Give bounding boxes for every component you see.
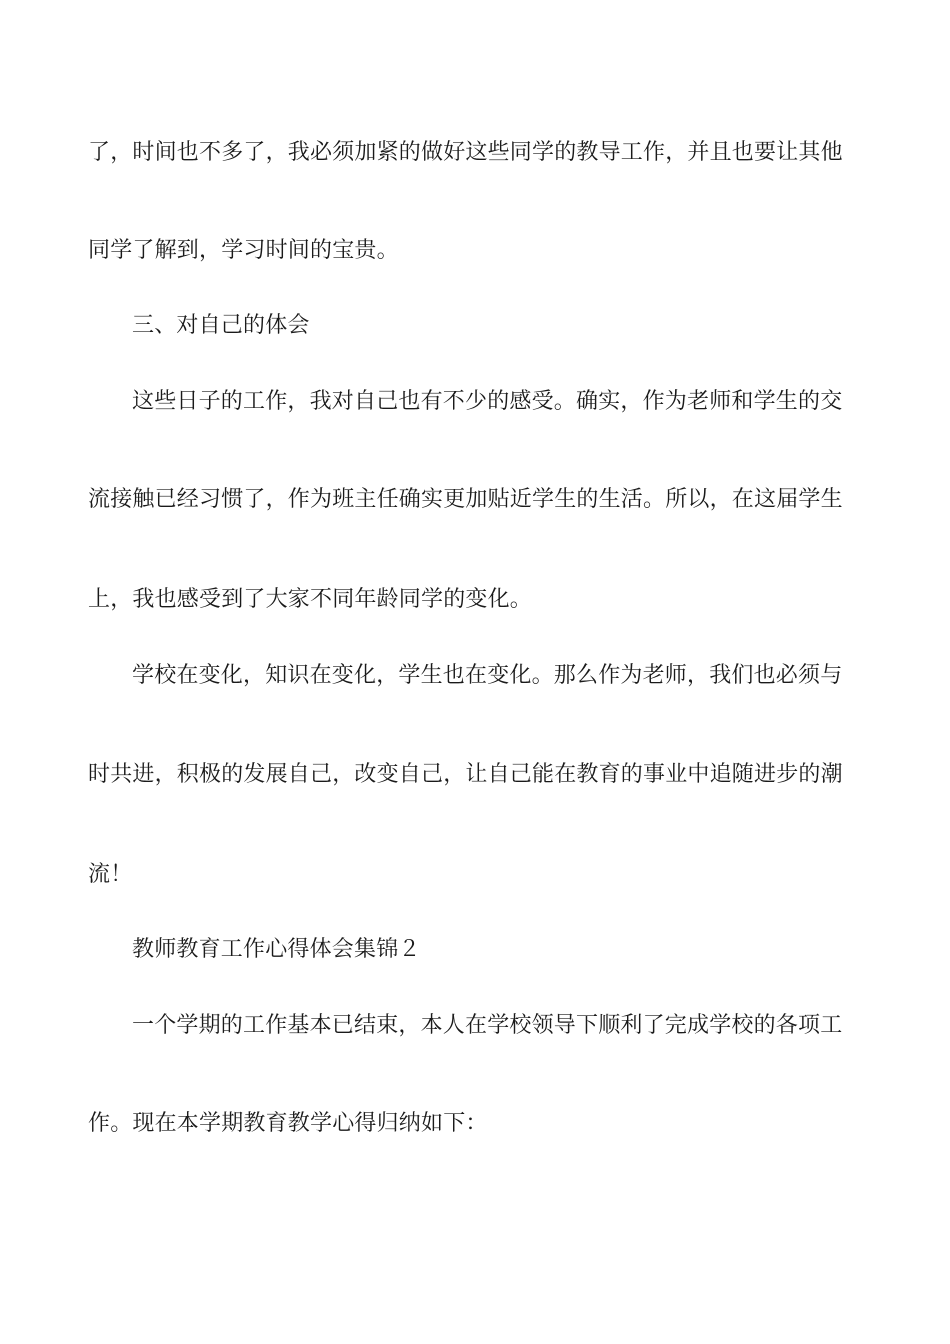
paragraph-line: 一个学期的工作基本已结束，本人在学校领导下顺利了完成学校的各项工: [132, 1013, 843, 1038]
paragraph-line: 流接触已经习惯了，作为班主任确实更加贴近学生的生活。所以，在这届学生: [88, 487, 843, 512]
paragraph-line: 了，时间也不多了，我必须加紧的做好这些同学的教导工作，并且也要让其他: [88, 140, 843, 165]
article-title: 教师教育工作心得体会集锦２: [132, 937, 421, 962]
paragraph-line: 这些日子的工作，我对自己也有不少的感受。确实，作为老师和学生的交: [132, 389, 843, 414]
section-heading: 三、对自己的体会: [132, 313, 310, 338]
paragraph-line: 作。现在本学期教育教学心得归纳如下：: [88, 1111, 488, 1136]
paragraph-line: 上，我也感受到了大家不同年龄同学的变化。: [88, 587, 533, 612]
paragraph-line: 流！: [88, 862, 133, 887]
paragraph-line: 时共进，积极的发展自己，改变自己，让自己能在教育的事业中追随进步的潮: [88, 762, 843, 787]
paragraph-line: 学校在变化，知识在变化，学生也在变化。那么作为老师，我们也必须与: [132, 663, 843, 688]
paragraph-line: 同学了解到，学习时间的宝贵。: [88, 238, 399, 263]
